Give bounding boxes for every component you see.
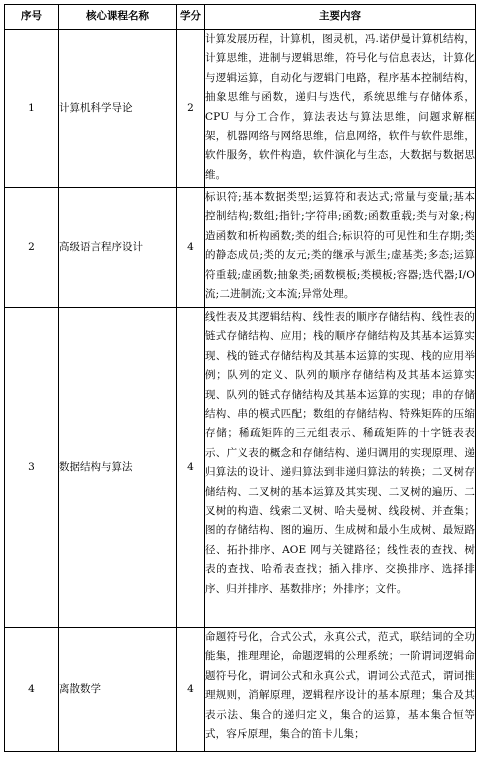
table-row [5, 188, 476, 308]
row-credit: 4 [177, 188, 205, 308]
row-content: 线性表及其逻辑结构、线性表的顺序存储结构、线性表的链式存储结构、应用；栈的顺序存储结构及其基本运算实现、栈的链式存储结构及其基本运算的实现、栈的应用举例；队列的定义、队列的顺序存储结构及其基本运算实现、队列的链式存储结构及其基本运算的实现；串的存储结构、串的模式匹配；数组的存储结构、特殊矩阵的压缩存储；稀疏矩阵的三元组表示、稀疏矩阵的十字链表表示、广义表的概念和存储结构、递归调用的实现原理、递归算法的设计、递归算法到非递归算法的转换；二叉树存储结构、二叉树的基本运算及其实现、二叉树的遍历、二叉树的构造、线索二叉树、哈夫曼树、线段树、并查集；图的存储结构、图的遍历、生成树和最小生成树、最短路径、拓扑排序、AOE 网与关键路径；线性表的查找、树表的查找、哈希表查找；插入排序、交换排序、选择排序、归并排序、基数排序；外排序；文件。 [205, 308, 476, 628]
row-course-name: 离散数学 [59, 628, 177, 752]
row-content: 命题符号化，合式公式，永真公式，范式，联结词的全功能集，推理理论，命题逻辑的公理系统；一阶谓词逻辑命题符号化，谓词公式和永真公式，谓词公式范式，谓词推理规则，消解原理，逻辑程序设计的基本原理；集合及其表示法、集合的递归定义，集合的运算，基本集合恒等式，容斥原理，集合的笛卡儿集； [205, 628, 476, 752]
row-index: 3 [5, 308, 59, 628]
row-index: 2 [5, 188, 59, 308]
table-row [5, 628, 476, 752]
header-index: 序号 [5, 5, 59, 30]
row-credit: 4 [177, 308, 205, 628]
row-course-name: 高级语言程序设计 [59, 188, 177, 308]
course-table [4, 4, 476, 752]
header-course-name: 核心课程名称 [59, 5, 177, 30]
row-credit: 2 [177, 30, 205, 188]
row-credit: 4 [177, 628, 205, 752]
row-course-name: 数据结构与算法 [59, 308, 177, 628]
row-index: 1 [5, 30, 59, 188]
header-content: 主要内容 [205, 5, 476, 30]
row-index: 4 [5, 628, 59, 752]
table-row [5, 308, 476, 628]
row-content: 标识符;基本数据类型;运算符和表达式;常量与变量;基本控制结构;数组;指针;字符串;函数;函数重载;类与对象;构造函数和析构函数;类的组合;标识符的可见性和生存期;类的静态成员;类的友元;类的继承与派生;虚基类;多态;运算符重载;虚函数;抽象类;函数模板;类模板;容器;迭代器;I/O 流;二进制流;文本流;异常处理。 [205, 188, 476, 308]
row-course-name: 计算机科学导论 [59, 30, 177, 188]
header-credit: 学分 [177, 5, 205, 30]
header-row [5, 5, 476, 30]
table-row [5, 30, 476, 188]
row-content: 计算发展历程，计算机，图灵机，冯.诺伊曼计算机结构，计算思维，进制与逻辑思维，符号化与信息表达，计算化与逻辑运算，自动化与逻辑门电路，程序基本控制结构，抽象思维与函数，递归与迭代，系统思维与存储体系，CPU 与分工合作，算法表达与算法思维，问题求解框架，机器网络与网络思维，信息网络，软件与软件思维，软件服务，软件构造，软件演化与生态，大数据与数据思维。 [205, 30, 476, 188]
